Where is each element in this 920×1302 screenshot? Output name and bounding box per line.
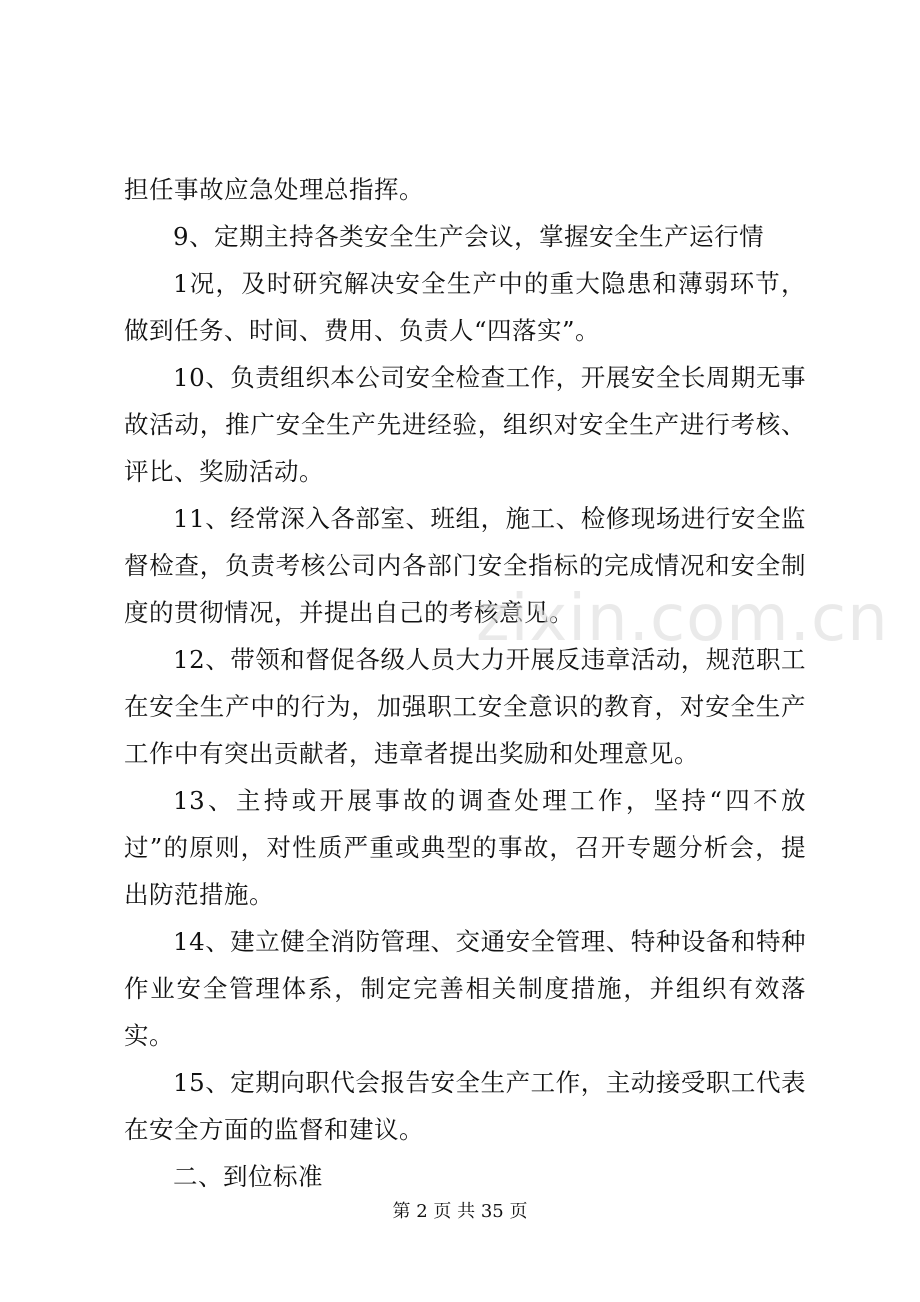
page-number-footer: 第 2 页 共 35 页 bbox=[392, 1201, 528, 1222]
section-heading: 二、到位标准 bbox=[173, 1162, 323, 1191]
paragraph-item-13: 13、主持或开展事故的调查处理工作，坚持“四不放过”的原则，对性质严重或典型的事故，召开专题分析会，提出防范措施。 bbox=[124, 786, 806, 909]
paragraph-item-14: 14、建立健全消防管理、交通安全管理、特种设备和特种作业安全管理体系，制定完善相关制度措施，并组织有效落实。 bbox=[124, 927, 806, 1050]
paragraph-item-9-continued: 1况，及时研究解决安全生产中的重大隐患和薄弱环节，做到任务、时间、费用、负责人“四落实”。 bbox=[124, 269, 806, 345]
paragraph-item-9: 9、定期主持各类安全生产会议，掌握安全生产运行情 bbox=[173, 222, 765, 251]
paragraph-item-10: 10、负责组织本公司安全检查工作，开展安全长周期无事故活动，推广安全生产先进经验，组织对安全生产进行考核、评比、奖励活动。 bbox=[124, 363, 806, 486]
document-body bbox=[124, 166, 806, 1200]
paragraph-continuation: 担任事故应急处理总指挥。 bbox=[124, 175, 424, 204]
paragraph-item-12: 12、带领和督促各级人员大力开展反违章活动，规范职工在安全生产中的行为，加强职工安全意识的教育，对安全生产工作中有突出贡献者，违章者提出奖励和处理意见。 bbox=[124, 645, 806, 768]
paragraph-item-11: 11、经常深入各部室、班组，施工、检修现场进行安全监督检查，负责考核公司内各部门安全指标的完成情况和安全制度的贯彻情况，并提出自己的考核意见。 bbox=[124, 504, 806, 627]
paragraph-item-15: 15、定期向职代会报告安全生产工作，主动接受职工代表在安全方面的监督和建议。 bbox=[124, 1068, 806, 1144]
watermark: zixin.com.cn bbox=[476, 582, 889, 656]
